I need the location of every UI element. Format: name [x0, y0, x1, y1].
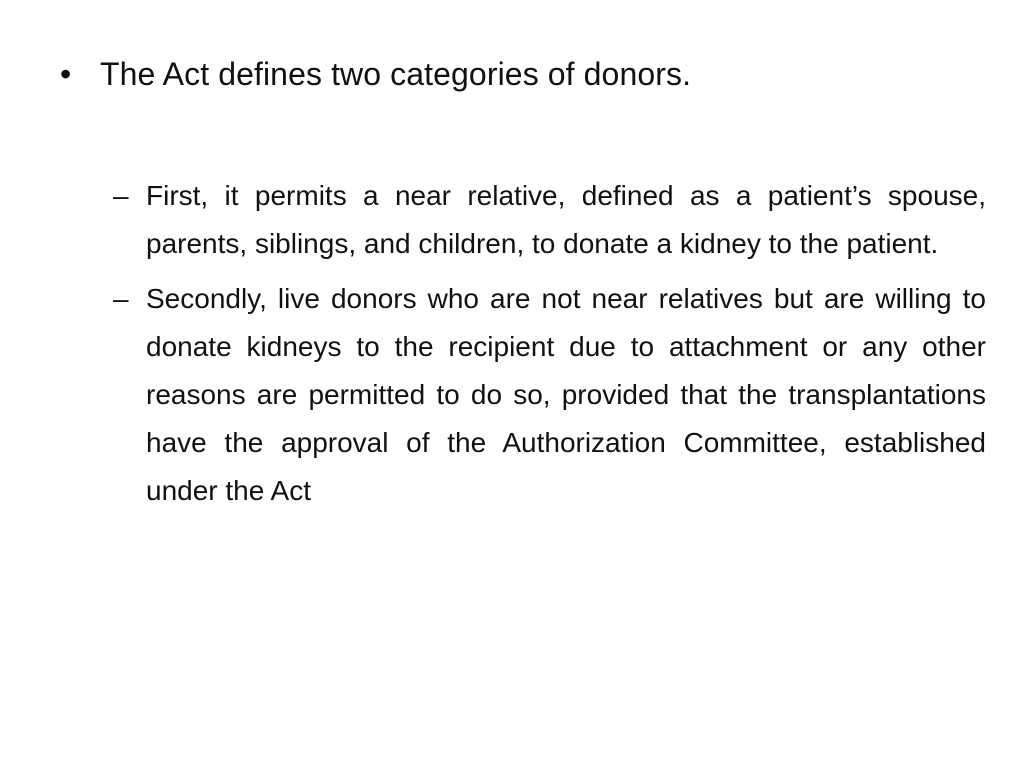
subpoint-text: Secondly, live donors who are not near relatives but are willing to donate kidneys to the recipient due to attachment or any other reasons are permitted to do so, provided that the transplantations have the approval of the Authorization Committee, established under the Act	[146, 283, 986, 506]
subpoint-item	[113, 275, 986, 515]
main-bullet-text: The Act defines two categories of donors.	[100, 56, 692, 92]
subpoint-list	[113, 172, 986, 522]
bullet-icon: •	[60, 56, 72, 92]
subpoint-text: First, it permits a near relative, defined as a patient’s spouse, parents, siblings, and children, to donate a kidney to the patient.	[146, 180, 986, 259]
subpoint-item	[113, 172, 986, 268]
dash-icon: –	[113, 283, 129, 314]
dash-icon: –	[113, 180, 129, 211]
main-bullet-point	[60, 48, 980, 100]
